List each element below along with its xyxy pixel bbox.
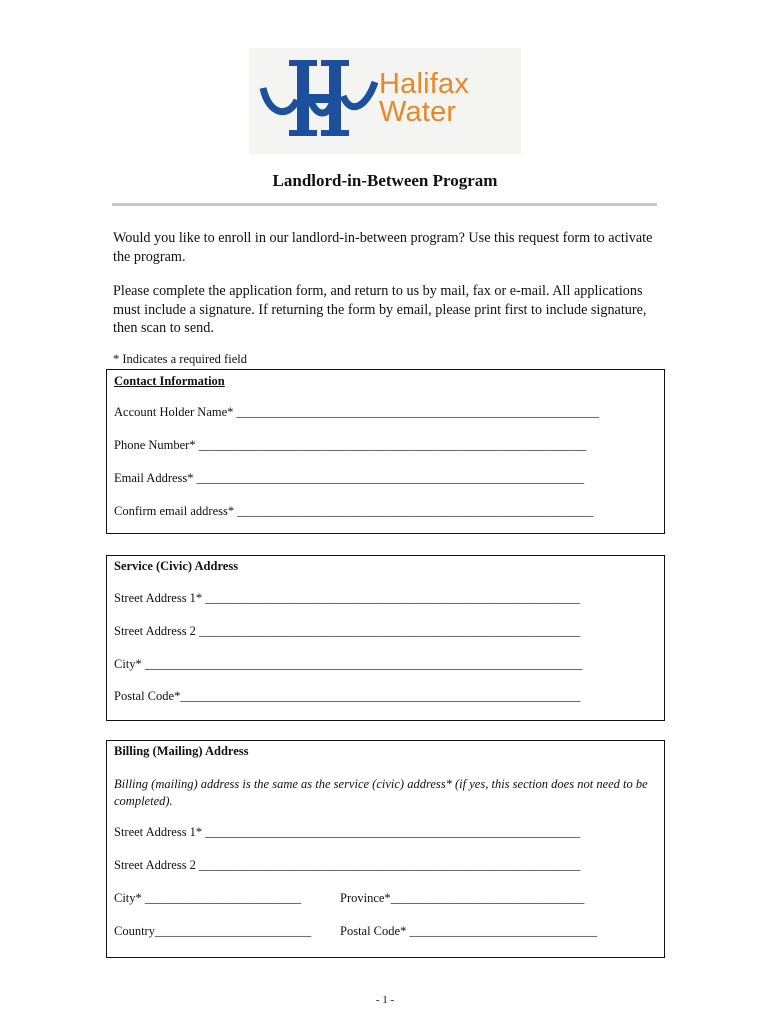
email-address-field[interactable]: Email Address* ______________________________________________________________: [114, 471, 585, 485]
logo-line-2: Water: [379, 96, 457, 128]
page-number: - 1 -: [375, 994, 395, 1006]
billing-section-title: Billing (Mailing) Address: [114, 744, 249, 758]
billing-same-as-service-note[interactable]: Billing (mailing) address is the same as the service (civic) address* (if yes, this section does not need to be completed).: [114, 777, 648, 808]
billing-province-field[interactable]: Province*_______________________________: [340, 891, 585, 905]
logo-line-1: Halifax: [379, 68, 470, 100]
service-postal-code-field[interactable]: Postal Code*________________________________________________________________: [114, 689, 581, 703]
required-field-note: * Indicates a required field: [113, 352, 247, 366]
billing-address-section: [106, 740, 665, 958]
service-address-section: [106, 555, 665, 721]
billing-city-field[interactable]: City* _________________________: [114, 891, 302, 905]
service-street-address-2-field[interactable]: Street Address 2 _____________________________________________________________: [114, 624, 581, 638]
page-title: Landlord-in-Between Program: [272, 171, 498, 190]
account-holder-name-field[interactable]: Account Holder Name* __________________________________________________________: [114, 405, 600, 419]
billing-postal-code-field[interactable]: Postal Code* ______________________________: [340, 924, 597, 938]
logo-mark-icon: [259, 56, 381, 146]
title-divider: [112, 203, 657, 206]
service-city-field[interactable]: City* ______________________________________________________________________: [114, 657, 583, 671]
logo-text: [379, 70, 469, 126]
billing-street-address-2-field[interactable]: Street Address 2 _____________________________________________________________: [114, 858, 581, 872]
instructions-paragraph: Please complete the application form, and return to us by mail, fax or e-mail. All applications must include a signature. If returning the form by email, please print first to include signature, then scan to send.: [113, 283, 647, 336]
confirm-email-field[interactable]: Confirm email address* _________________________________________________________: [114, 504, 594, 518]
contact-information-section: [106, 369, 665, 534]
billing-country-field[interactable]: Country_________________________: [114, 924, 312, 938]
service-street-address-1-field[interactable]: Street Address 1* ____________________________________________________________: [114, 591, 581, 605]
phone-number-field[interactable]: Phone Number* ______________________________________________________________: [114, 438, 587, 452]
intro-paragraph: Would you like to enroll in our landlord-in-between program? Use this request form to activate the program.: [113, 230, 653, 265]
halifax-water-logo: [249, 48, 521, 154]
service-section-title: Service (Civic) Address: [114, 559, 239, 573]
billing-street-address-1-field[interactable]: Street Address 1* ____________________________________________________________: [114, 825, 581, 839]
contact-section-title: Contact Information: [114, 374, 225, 388]
